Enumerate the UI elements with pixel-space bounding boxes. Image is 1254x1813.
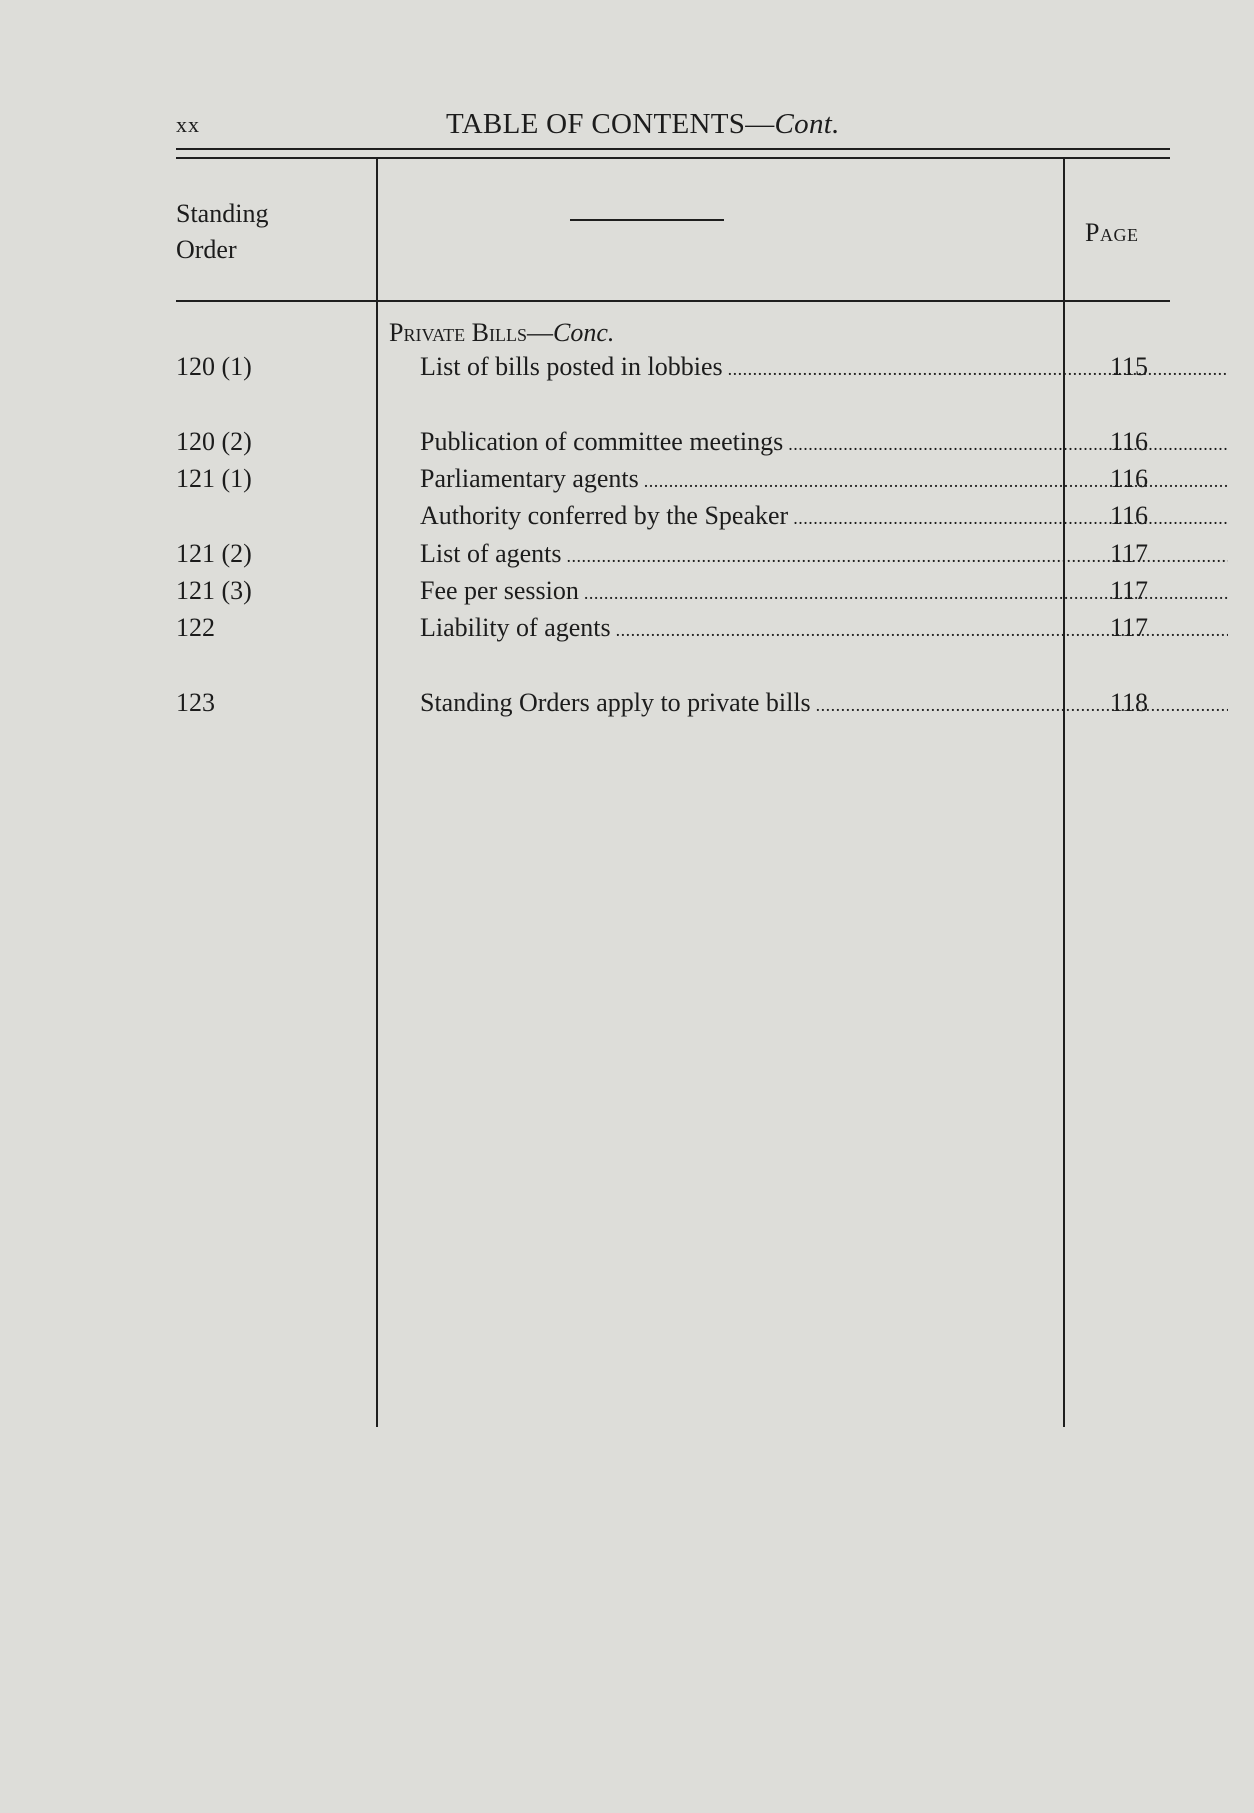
entry-title: Fee per session ..... <box>420 576 1228 606</box>
page-header <box>176 108 1170 148</box>
entry-title: List of bills posted in lobbies ..... <box>420 352 1228 382</box>
header-rule-top <box>176 148 1170 150</box>
page-ref: 117 <box>1109 576 1149 605</box>
column-header-subject-dash <box>570 219 724 221</box>
toc-row <box>176 688 1170 724</box>
page-ref: 116 <box>1109 501 1149 530</box>
toc-row <box>176 427 1170 463</box>
column-divider-right <box>1063 159 1065 1427</box>
entry-title: Liability of agents ..... <box>420 613 1228 643</box>
header-rule-second <box>176 157 1170 159</box>
page-ref: 118 <box>1109 688 1149 717</box>
section-title-conc: Conc. <box>552 318 615 347</box>
standing-order-number: 122 <box>176 613 215 642</box>
standing-order-number: 121 (2) <box>176 539 252 568</box>
page-ref: 115 <box>1109 352 1149 381</box>
section-title-main: Private Bills— <box>389 318 553 347</box>
page-ref: 117 <box>1109 539 1149 568</box>
toc-row <box>176 352 1170 388</box>
page-ref: 116 <box>1109 464 1149 493</box>
standing-order-number: 121 (3) <box>176 576 252 605</box>
entry-title: Parliamentary agents ..... <box>420 464 1228 494</box>
column-header-standing-order-line1: Standing <box>176 199 269 228</box>
entry-title: List of agents ..... <box>420 539 1228 569</box>
toc-row <box>176 464 1170 500</box>
standing-order-number: 121 (1) <box>176 464 252 493</box>
entry-title: Authority conferred by the Speaker ..... <box>420 501 1228 531</box>
toc-row <box>176 613 1170 649</box>
column-header-rule <box>176 300 1170 302</box>
page-ref: 116 <box>1109 427 1149 456</box>
column-divider-left <box>376 159 378 1427</box>
page-ref: 117 <box>1109 613 1149 642</box>
running-title-main: TABLE OF CONTENTS— <box>446 108 775 140</box>
standing-order-number: 123 <box>176 688 215 717</box>
section-title <box>389 318 614 348</box>
column-header-page: Page <box>1085 218 1139 247</box>
toc-row <box>176 576 1170 612</box>
toc-row <box>176 501 1170 537</box>
running-title-cont: Cont. <box>774 108 840 140</box>
standing-order-number: 120 (2) <box>176 427 252 456</box>
standing-order-number: 120 (1) <box>176 352 252 381</box>
page-number: xx <box>176 112 200 137</box>
entry-title: Standing Orders apply to private bills ..... <box>420 688 1228 718</box>
column-header-standing-order-line2: Order <box>176 235 237 264</box>
column-header-standing-order <box>176 196 268 268</box>
toc-row <box>176 539 1170 575</box>
entry-title: Publication of committee meetings ..... <box>420 427 1228 457</box>
running-title <box>446 108 840 141</box>
